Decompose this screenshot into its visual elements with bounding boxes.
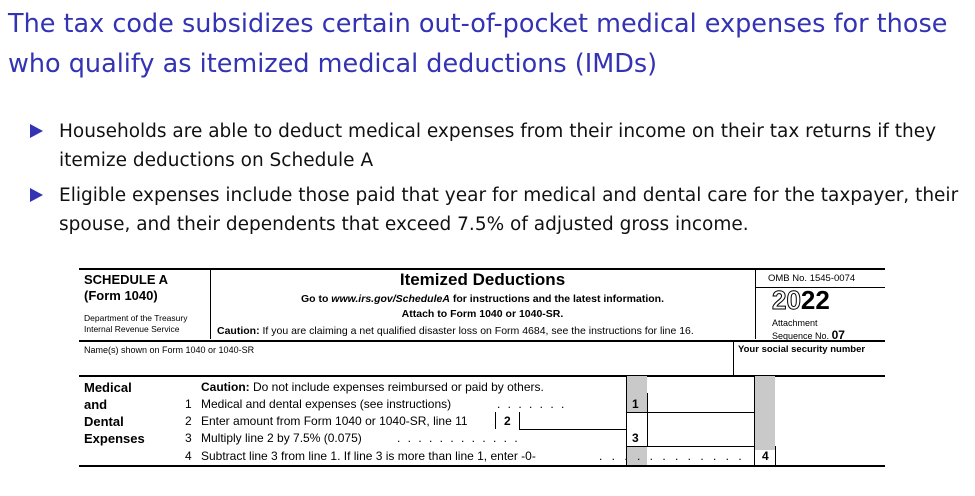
- line-3-rule: [626, 446, 754, 447]
- names-label: Name(s) shown on Form 1040 or 1040-SR: [84, 345, 255, 355]
- line-1-text: Medical and dental expenses (see instructions): [201, 397, 452, 411]
- line-4-number: 4: [185, 449, 192, 463]
- line-3-text: Multiply line 2 by 7.5% (0.075): [201, 431, 362, 445]
- slide-title: The tax code subsidizes certain out-of-pocket medical expenses for those who qualify as itemized medical deductions (IMDs): [8, 9, 948, 79]
- line-1-rule: [626, 412, 754, 413]
- ssn-label: Your social security number: [738, 344, 866, 355]
- goto-instructions: Go to www.irs.gov/ScheduleA for instructions and the latest information.: [300, 293, 665, 305]
- bullet-text: Households are able to deduct medical expenses from their income on their tax returns if they itemize deductions on Schedule A: [59, 121, 937, 171]
- line-4-box-left: [775, 446, 776, 466]
- dept-line-1: Department of the Treasury: [84, 313, 188, 323]
- line-2-box-left: [495, 412, 496, 429]
- amount-col-right-rule: [754, 376, 755, 466]
- bullet-triangle-icon: [30, 188, 43, 202]
- section-title-and: and: [84, 397, 108, 412]
- section-title-medical: Medical: [84, 380, 132, 395]
- bullet-text: Eligible expenses include those paid that year for medical and dental care for the taxpayer, their spouse, and their dependents that exceed 7.5% of adjusted gross income.: [59, 185, 959, 235]
- line-4-dots: . . . . . . . . . . . .: [599, 449, 745, 463]
- omb-number: OMB No. 1545-0074: [768, 273, 856, 284]
- schedule-label: SCHEDULE A: [84, 272, 169, 287]
- line-1-dots: . . . . . . .: [497, 397, 567, 411]
- line-3-box-label: 3: [632, 431, 639, 445]
- ssn-divider: [733, 341, 734, 375]
- tax-year: 2022: [772, 285, 830, 315]
- section-caution: Caution: Do not include expenses reimbursed or paid by others.: [201, 380, 544, 394]
- line-3-dots: . . . . . . . . . . . .: [397, 431, 520, 445]
- attach-note: Attach to Form 1040 or 1040-SR.: [401, 308, 564, 320]
- names-top-rule: [79, 340, 885, 342]
- attachment-label: Attachment: [772, 318, 818, 328]
- schedule-a-form-image: [79, 268, 885, 468]
- header-caution: Caution: If you are claiming a net qualified disaster loss on Form 4684, see the instructions for line 16.: [217, 325, 694, 337]
- line-3-number: 3: [185, 431, 192, 445]
- line-4-text: Subtract line 3 from line 1. If line 3 is more than line 1, enter -0-: [201, 449, 536, 463]
- bullet-item: [30, 117, 965, 175]
- section-title-dental: Dental: [84, 414, 124, 429]
- bullet-triangle-icon: [30, 124, 43, 138]
- form-title: Itemized Deductions: [399, 270, 566, 289]
- line-2-rule: [519, 429, 626, 430]
- sequence-label: Sequence No. 07: [772, 328, 845, 342]
- line-2-box-right: [519, 412, 520, 429]
- line-2-text: Enter amount from Form 1040 or 1040-SR, line 11: [201, 414, 468, 428]
- header-divider-right: [755, 269, 756, 339]
- line-1-box-label: 1: [632, 397, 639, 411]
- form-bottom-rule: [79, 465, 885, 467]
- form-ref: (Form 1040): [84, 288, 158, 303]
- amount-col-inner-rule: [647, 393, 648, 447]
- dept-line-2: Internal Revenue Service: [84, 324, 180, 334]
- section-title-expenses: Expenses: [84, 431, 145, 446]
- shaded-col-b: [754, 376, 775, 450]
- bullet-item: [30, 181, 965, 239]
- line-4-box-label: 4: [762, 449, 769, 463]
- bullet-list: [30, 117, 965, 245]
- line-1-number: 1: [185, 397, 192, 411]
- line-2-box-label: 2: [504, 414, 511, 428]
- line-2-number: 2: [185, 414, 192, 428]
